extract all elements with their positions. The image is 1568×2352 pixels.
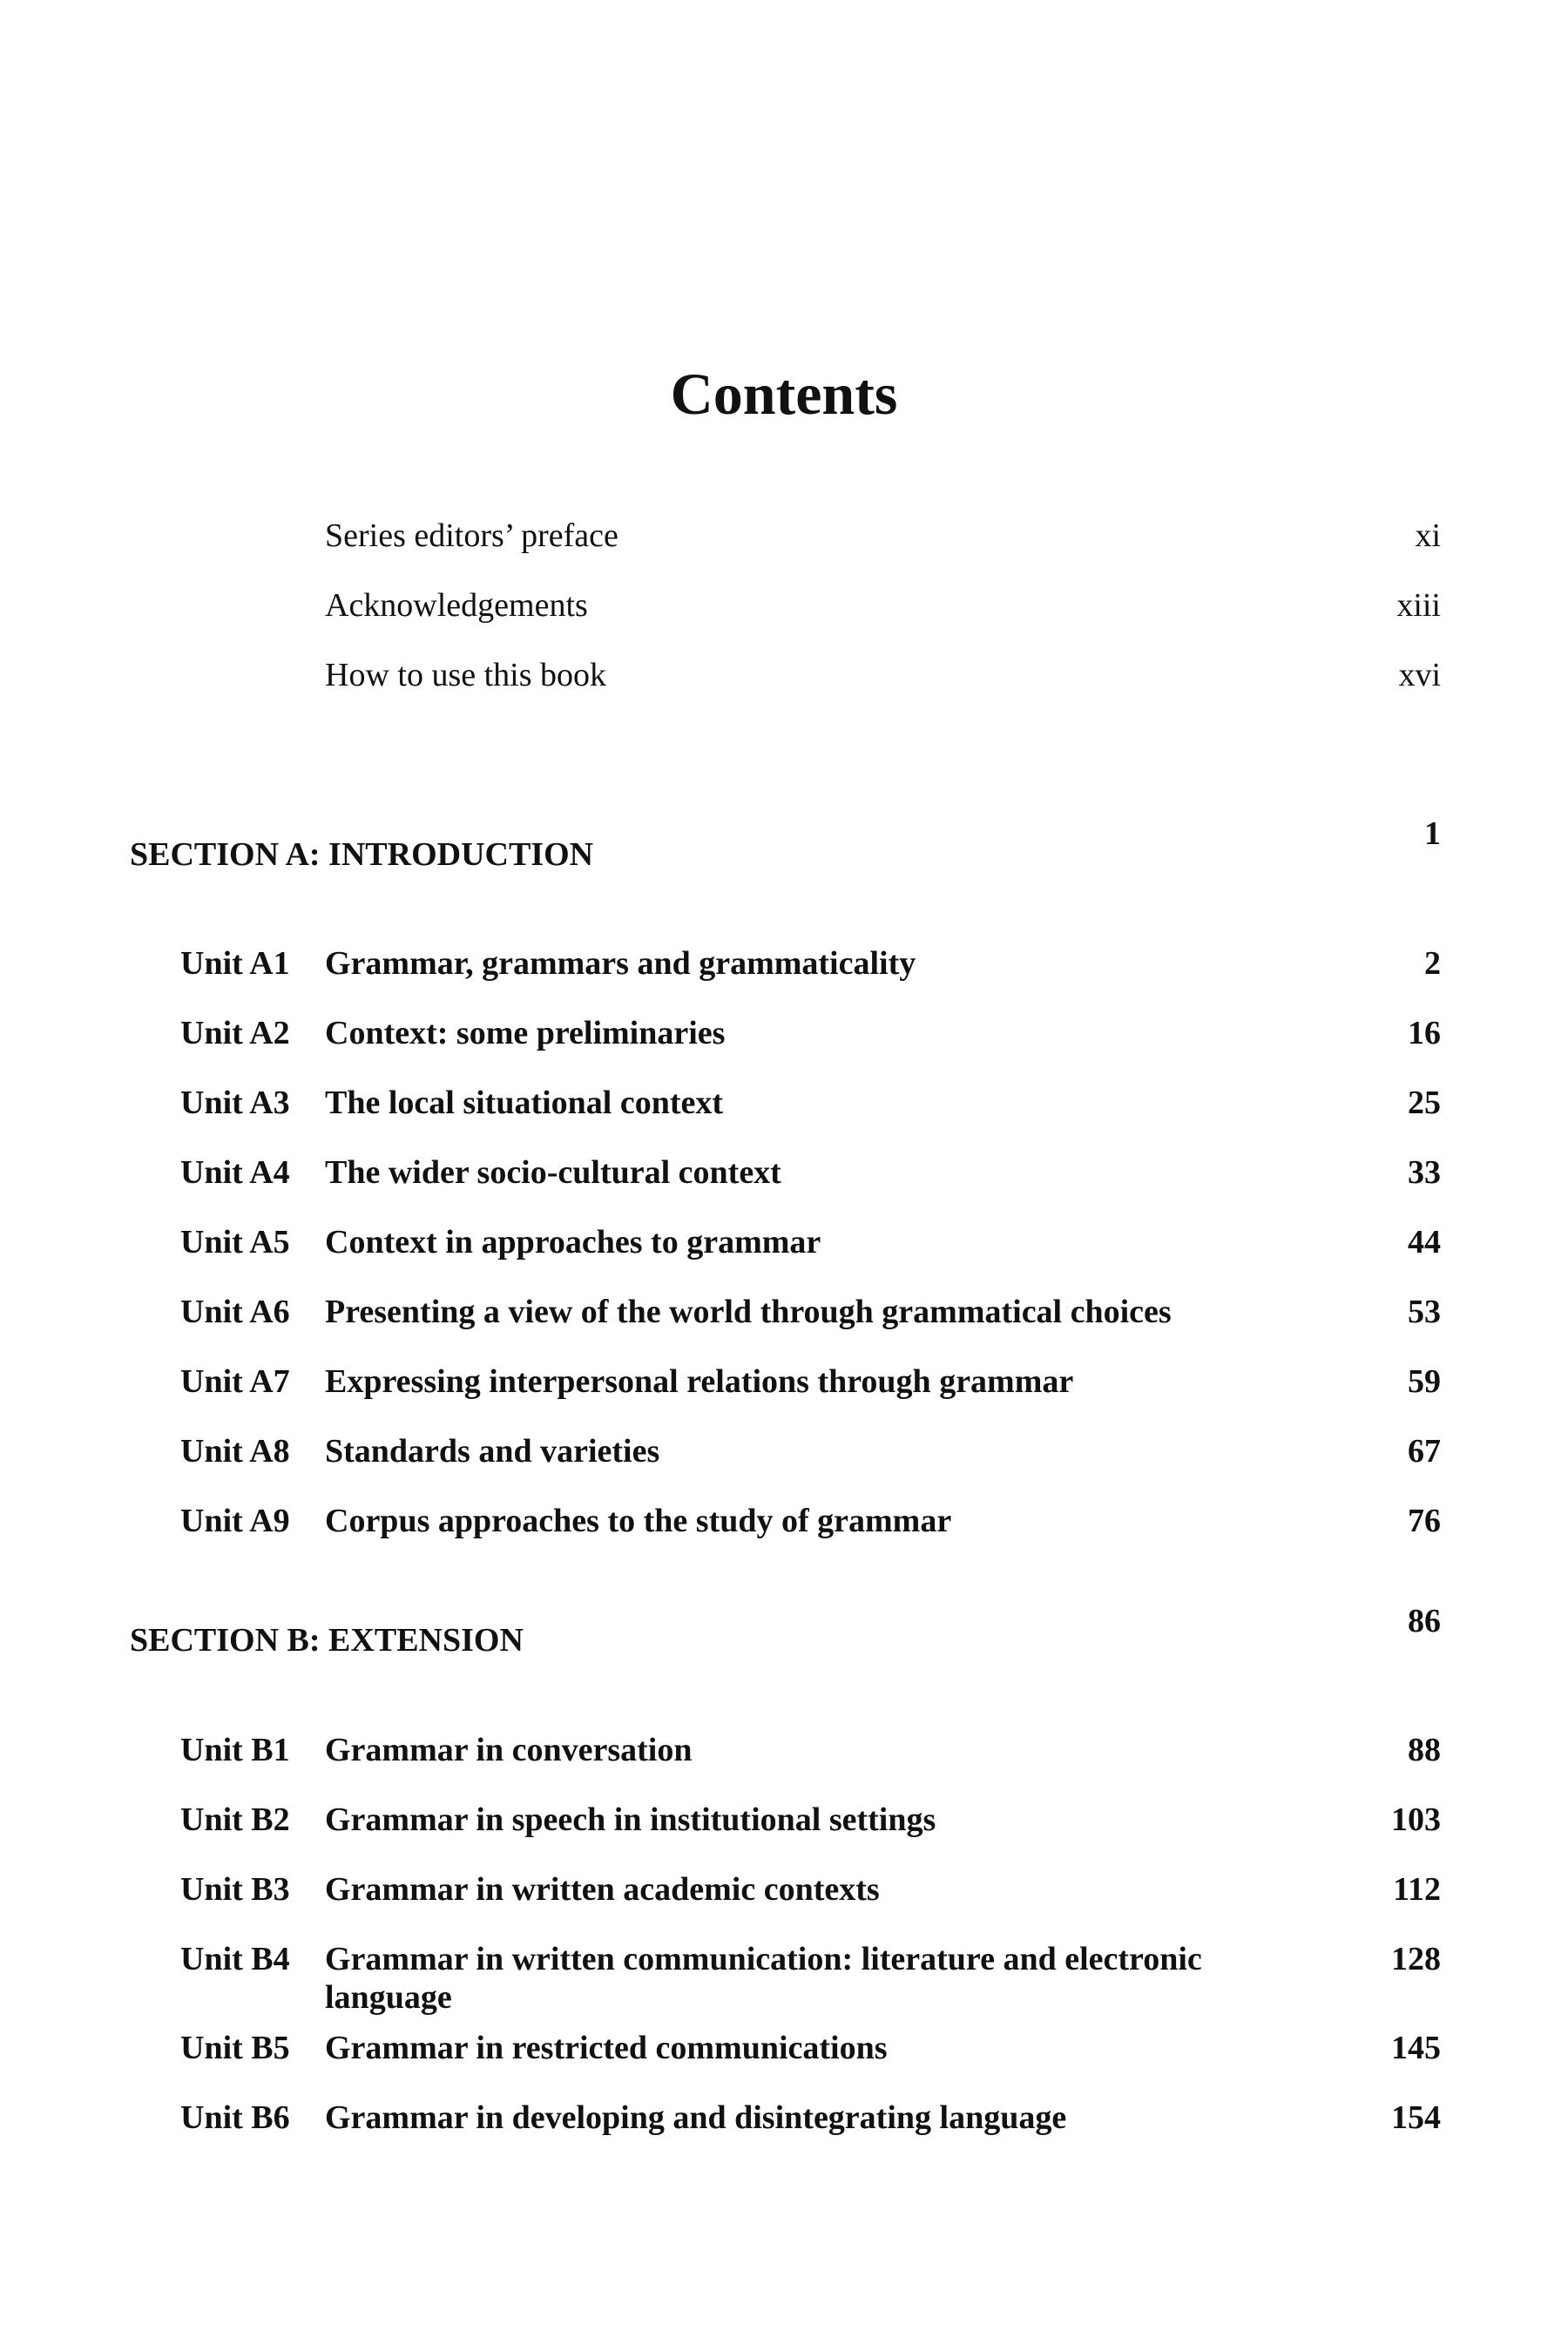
toc-entry-series-editors-preface[interactable]: [0, 517, 1568, 570]
unit-title: Grammar in developing and disintegrating language: [325, 2099, 1067, 2136]
unit-page: 128: [1391, 1941, 1441, 1977]
unit-title: Grammar in speech in institutional settings: [325, 1801, 936, 1838]
toc-unit-a1[interactable]: [0, 945, 1568, 997]
unit-page: 2: [1424, 945, 1441, 982]
unit-page: 145: [1391, 2030, 1441, 2066]
unit-code: Unit A5: [180, 1224, 290, 1260]
toc-section-a-page-row: [0, 815, 1568, 868]
toc-unit-a6[interactable]: [0, 1294, 1568, 1346]
unit-code: Unit B3: [180, 1871, 290, 1908]
unit-code: Unit B4: [180, 1941, 290, 1977]
unit-title: Standards and varieties: [325, 1433, 660, 1470]
unit-title: Grammar in written academic contexts: [325, 1871, 880, 1908]
unit-page: 16: [1408, 1015, 1441, 1051]
unit-page: 25: [1408, 1085, 1441, 1121]
toc-entry-label: How to use this book: [325, 657, 606, 693]
unit-title: Context in approaches to grammar: [325, 1224, 821, 1260]
toc-section-b-page-row: [0, 1603, 1568, 1655]
unit-title: Grammar in written communication: literature and electronic language: [325, 1941, 1202, 2016]
toc-entry-page: xi: [1415, 517, 1441, 554]
unit-title: Expressing interpersonal relations through grammar: [325, 1363, 1074, 1400]
unit-title: Presenting a view of the world through grammatical choices: [325, 1294, 1172, 1330]
unit-title: Corpus approaches to the study of grammar: [325, 1503, 952, 1539]
unit-title: Grammar, grammars and grammaticality: [325, 945, 916, 982]
unit-page: 59: [1408, 1363, 1441, 1400]
unit-code: Unit A9: [180, 1503, 290, 1539]
unit-code: Unit A1: [180, 945, 290, 982]
toc-entry-label: Acknowledgements: [325, 587, 588, 624]
unit-page: 76: [1408, 1503, 1441, 1539]
toc-unit-a9[interactable]: [0, 1503, 1568, 1555]
section-heading: SECTION A: INTRODUCTION: [130, 836, 594, 873]
unit-code: Unit A7: [180, 1363, 290, 1400]
toc-unit-b1[interactable]: [0, 1732, 1568, 1784]
unit-page: 33: [1408, 1154, 1441, 1191]
section-page: 1: [1424, 815, 1441, 852]
toc-entry-page: xiii: [1396, 587, 1441, 624]
unit-code: Unit A2: [180, 1015, 290, 1051]
unit-title: Grammar in conversation: [325, 1732, 693, 1768]
toc-unit-a7[interactable]: [0, 1363, 1568, 1416]
toc-unit-b2[interactable]: [0, 1801, 1568, 1854]
unit-page: 44: [1408, 1224, 1441, 1260]
unit-page: 67: [1408, 1433, 1441, 1470]
toc-unit-b3[interactable]: [0, 1871, 1568, 1923]
unit-title: The wider socio-cultural context: [325, 1154, 781, 1191]
section-page: 86: [1408, 1603, 1441, 1639]
toc-unit-a8[interactable]: [0, 1433, 1568, 1485]
toc-unit-b5[interactable]: [0, 2030, 1568, 2082]
unit-page: 88: [1408, 1732, 1441, 1768]
unit-code: Unit B5: [180, 2030, 290, 2066]
unit-page: 112: [1393, 1871, 1441, 1908]
unit-code: Unit A3: [180, 1085, 290, 1121]
toc-unit-b4[interactable]: [0, 1941, 1568, 2028]
toc-unit-a5[interactable]: [0, 1224, 1568, 1276]
section-heading: SECTION B: EXTENSION: [130, 1622, 524, 1659]
unit-page: 103: [1391, 1801, 1441, 1838]
unit-code: Unit B6: [180, 2099, 290, 2136]
unit-code: Unit A8: [180, 1433, 290, 1470]
unit-title: The local situational context: [325, 1085, 724, 1121]
toc-entry-page: xvi: [1398, 657, 1441, 693]
toc-unit-b6[interactable]: [0, 2099, 1568, 2152]
toc-entry-how-to-use[interactable]: [0, 657, 1568, 709]
toc-entry-acknowledgements[interactable]: [0, 587, 1568, 639]
unit-page: 154: [1391, 2099, 1441, 2136]
unit-code: Unit A6: [180, 1294, 290, 1330]
unit-title: Grammar in restricted communications: [325, 2030, 888, 2066]
toc-entry-label: Series editors’ preface: [325, 517, 618, 554]
toc-unit-a2[interactable]: [0, 1015, 1568, 1067]
unit-code: Unit B2: [180, 1801, 290, 1838]
unit-page: 53: [1408, 1294, 1441, 1330]
unit-code: Unit B1: [180, 1732, 290, 1768]
toc-unit-a3[interactable]: [0, 1085, 1568, 1137]
page-title: Contents: [670, 361, 898, 427]
unit-title: Context: some preliminaries: [325, 1015, 726, 1051]
toc-unit-a4[interactable]: [0, 1154, 1568, 1206]
unit-code: Unit A4: [180, 1154, 290, 1191]
